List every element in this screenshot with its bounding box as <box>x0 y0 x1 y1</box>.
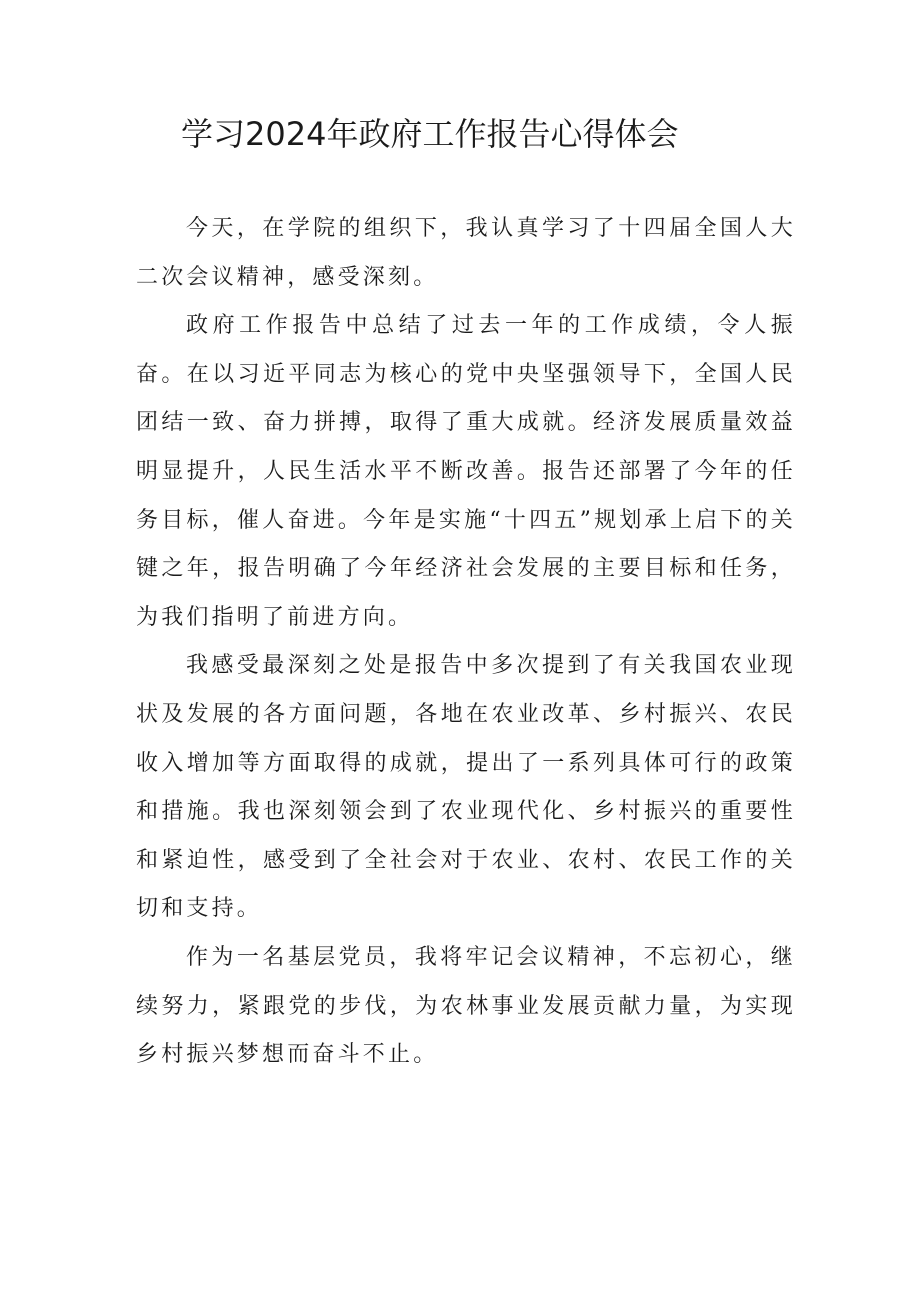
paragraph: 今天，在学院的组织下，我认真学习了十四届全国人大二次会议精神，感受深刻。 <box>136 216 796 290</box>
paragraph: 政府工作报告中总结了过去一年的工作成绩，令人振奋。在以习近平同志为核心的党中央坚强领导下，全国人民团结一致、奋力拼搏，取得了重大成就。经济发展质量效益明显提升，人民生活水平不断改善。报告还部署了今年的任务目标，催人奋进。今年是实施“十四五”规划承上启下的关键之年，报告明确了今年经济社会发展的主要目标和任务，为我们指明了前进方向。 <box>136 313 796 630</box>
document-title: 学习2024年政府工作报告心得体会 <box>181 115 679 153</box>
paragraph: 作为一名基层党员，我将牢记会议精神，不忘初心，继续努力，紧跟党的步伐，为农林事业发展贡献力量，为实现乡村振兴梦想而奋斗不止。 <box>136 944 796 1068</box>
paragraph: 我感受最深刻之处是报告中多次提到了有关我国农业现状及发展的各方面问题，各地在农业改革、乡村振兴、农民收入增加等方面取得的成就，提出了一系列具体可行的政策和措施。我也深刻领会到了农业现代化、乡村振兴的重要性和紧迫性，感受到了全社会对于农业、农村、农民工作的关切和支持。 <box>136 653 796 922</box>
document-body <box>136 205 796 1080</box>
